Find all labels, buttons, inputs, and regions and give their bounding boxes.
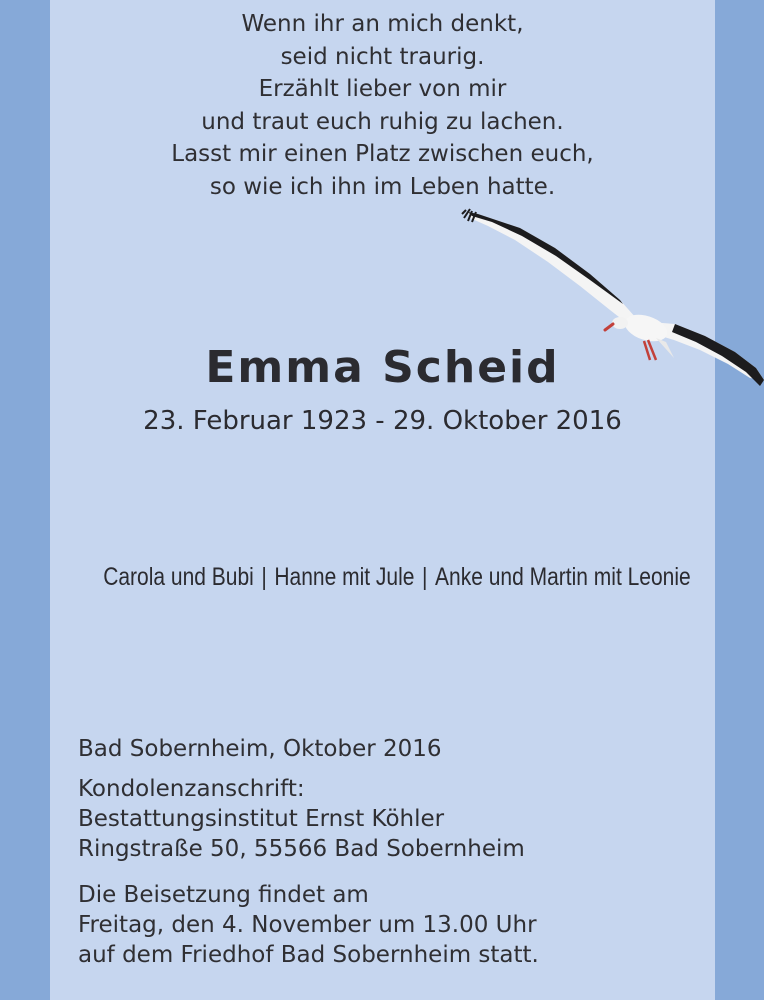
mourner-group: Anke und Martin mit Leonie [435,563,691,591]
poem [50,8,715,203]
condolence-label: Kondolenzanschrift: [78,776,305,802]
deceased-name: Emma Scheid [205,342,560,393]
poem-line: Erzählt lieber von mir [258,76,507,102]
poem-line: Lasst mir einen Platz zwischen euch, [171,141,594,167]
left-border-strip [0,0,50,1000]
poem-line: so wie ich ihn im Leben hatte. [209,173,556,200]
burial-line: auf dem Friedhof Bad Sobernheim statt. [78,942,539,968]
poem-line: und traut euch ruhig zu lachen. [201,108,564,135]
mourner-group: Hanne mit Jule [274,563,415,591]
mourners-line [103,563,691,592]
poem-line: Wenn ihr an mich denkt, [241,11,524,37]
mourner-separator: | [261,563,267,591]
condolence-name: Bestattungsinstitut Ernst Köhler [78,806,445,832]
life-dates: 23. Februar 1923 - 29. Oktober 2016 [143,406,622,436]
mourner-group: Carola und Bubi [103,563,254,591]
right-border-strip [715,0,764,1000]
poem-line: seid nicht traurig. [280,43,485,70]
notice-info [78,734,698,970]
burial-line: Freitag, den 4. November um 13.00 Uhr [78,912,537,938]
burial-line: Die Beisetzung findet am [78,882,369,908]
mourner-separator: | [422,563,428,591]
place-date: Bad Sobernheim, Oktober 2016 [78,736,442,762]
condolence-address: Ringstraße 50, 55566 Bad Sobernheim [78,836,525,862]
